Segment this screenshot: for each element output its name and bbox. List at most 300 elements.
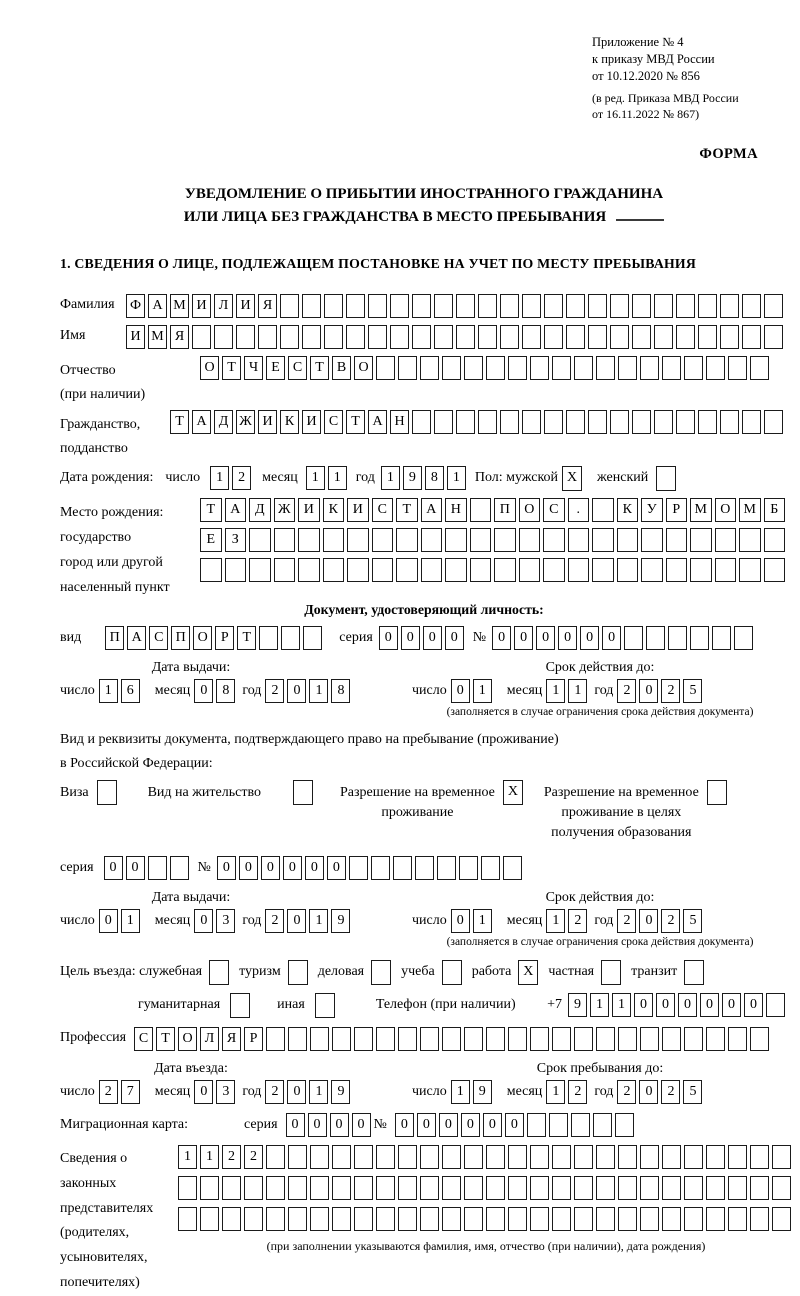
char-cell[interactable] <box>412 410 431 434</box>
char-cell[interactable]: 6 <box>121 679 140 703</box>
char-cell[interactable] <box>596 1145 615 1169</box>
char-cell[interactable]: И <box>192 294 211 318</box>
char-cell[interactable] <box>280 294 299 318</box>
char-cell[interactable] <box>354 1027 373 1051</box>
char-cell[interactable] <box>398 1027 417 1051</box>
char-cell[interactable]: 0 <box>330 1113 349 1137</box>
char-cell[interactable] <box>728 1207 747 1231</box>
char-cell[interactable]: 1 <box>178 1145 197 1169</box>
char-cell[interactable]: 2 <box>265 1080 284 1104</box>
char-cell[interactable] <box>641 528 663 552</box>
char-cell[interactable] <box>315 993 335 1018</box>
char-cell[interactable] <box>508 1145 527 1169</box>
char-cell[interactable] <box>739 528 761 552</box>
char-cell[interactable] <box>772 1176 791 1200</box>
char-cell[interactable] <box>97 780 117 805</box>
char-cell[interactable]: Н <box>390 410 409 434</box>
char-cell[interactable] <box>720 325 739 349</box>
char-cell[interactable] <box>618 1176 637 1200</box>
char-cell[interactable]: 0 <box>286 1113 305 1137</box>
char-cell[interactable] <box>543 528 565 552</box>
char-cell[interactable]: 0 <box>261 856 280 880</box>
char-cell[interactable]: А <box>421 498 443 522</box>
char-cell[interactable] <box>508 356 527 380</box>
char-cell[interactable] <box>544 325 563 349</box>
char-cell[interactable]: 2 <box>568 1080 587 1104</box>
char-cell[interactable] <box>266 1176 285 1200</box>
char-cell[interactable]: 0 <box>308 1113 327 1137</box>
char-cell[interactable]: Е <box>200 528 222 552</box>
char-cell[interactable] <box>698 294 717 318</box>
char-cell[interactable] <box>728 356 747 380</box>
char-cell[interactable] <box>434 325 453 349</box>
char-cell[interactable] <box>728 1027 747 1051</box>
char-cell[interactable] <box>420 1207 439 1231</box>
char-cell[interactable] <box>421 528 443 552</box>
char-cell[interactable]: С <box>543 498 565 522</box>
char-cell[interactable] <box>610 294 629 318</box>
char-cell[interactable]: 0 <box>287 909 306 933</box>
char-cell[interactable] <box>666 558 688 582</box>
char-cell[interactable] <box>274 528 296 552</box>
char-cell[interactable]: 7 <box>121 1080 140 1104</box>
char-cell[interactable]: 0 <box>461 1113 480 1137</box>
char-cell[interactable] <box>530 1145 549 1169</box>
char-cell[interactable]: О <box>178 1027 197 1051</box>
char-cell[interactable]: 1 <box>306 466 325 490</box>
char-cell[interactable] <box>750 356 769 380</box>
char-cell[interactable]: 1 <box>381 466 400 490</box>
char-cell[interactable] <box>662 1145 681 1169</box>
char-cell[interactable]: А <box>225 498 247 522</box>
char-cell[interactable]: 0 <box>439 1113 458 1137</box>
char-cell[interactable]: 8 <box>216 679 235 703</box>
char-cell[interactable] <box>568 558 590 582</box>
char-cell[interactable] <box>596 1176 615 1200</box>
char-cell[interactable] <box>707 780 727 805</box>
char-cell[interactable]: 2 <box>222 1145 241 1169</box>
char-cell[interactable] <box>266 1027 285 1051</box>
char-cell[interactable]: П <box>494 498 516 522</box>
char-cell[interactable] <box>684 1176 703 1200</box>
char-cell[interactable] <box>324 294 343 318</box>
char-cell[interactable] <box>371 960 391 985</box>
char-cell[interactable] <box>209 960 229 985</box>
char-cell[interactable] <box>684 960 704 985</box>
char-cell[interactable] <box>442 1176 461 1200</box>
char-cell[interactable] <box>288 960 308 985</box>
char-cell[interactable] <box>615 1113 634 1137</box>
char-cell[interactable] <box>720 294 739 318</box>
char-cell[interactable] <box>456 410 475 434</box>
char-cell[interactable]: 0 <box>700 993 719 1017</box>
char-cell[interactable] <box>566 410 585 434</box>
char-cell[interactable] <box>668 626 687 650</box>
char-cell[interactable]: 5 <box>683 909 702 933</box>
char-cell[interactable] <box>323 558 345 582</box>
char-cell[interactable] <box>596 356 615 380</box>
char-cell[interactable] <box>266 1145 285 1169</box>
char-cell[interactable] <box>742 325 761 349</box>
char-cell[interactable] <box>684 1145 703 1169</box>
char-cell[interactable]: А <box>192 410 211 434</box>
char-cell[interactable] <box>522 325 541 349</box>
char-cell[interactable] <box>412 325 431 349</box>
char-cell[interactable] <box>530 1027 549 1051</box>
char-cell[interactable] <box>566 294 585 318</box>
char-cell[interactable] <box>593 1113 612 1137</box>
char-cell[interactable] <box>445 558 467 582</box>
char-cell[interactable] <box>376 1145 395 1169</box>
char-cell[interactable]: И <box>347 498 369 522</box>
char-cell[interactable]: Л <box>214 294 233 318</box>
char-cell[interactable]: Т <box>200 498 222 522</box>
char-cell[interactable]: Т <box>156 1027 175 1051</box>
char-cell[interactable]: М <box>690 498 712 522</box>
char-cell[interactable] <box>734 626 753 650</box>
char-cell[interactable]: 0 <box>483 1113 502 1137</box>
char-cell[interactable]: 2 <box>617 909 636 933</box>
char-cell[interactable] <box>706 1176 725 1200</box>
char-cell[interactable]: Т <box>346 410 365 434</box>
char-cell[interactable]: 0 <box>451 909 470 933</box>
char-cell[interactable] <box>225 558 247 582</box>
char-cell[interactable]: Б <box>764 498 786 522</box>
char-cell[interactable]: 0 <box>678 993 697 1017</box>
char-cell[interactable] <box>259 626 278 650</box>
char-cell[interactable] <box>698 410 717 434</box>
char-cell[interactable] <box>662 1027 681 1051</box>
char-cell[interactable]: 1 <box>99 679 118 703</box>
char-cell[interactable] <box>274 558 296 582</box>
char-cell[interactable]: 0 <box>451 679 470 703</box>
char-cell[interactable]: Я <box>258 294 277 318</box>
char-cell[interactable]: . <box>568 498 590 522</box>
char-cell[interactable] <box>592 528 614 552</box>
char-cell[interactable]: Д <box>214 410 233 434</box>
char-cell[interactable]: Р <box>244 1027 263 1051</box>
char-cell[interactable] <box>706 1145 725 1169</box>
char-cell[interactable] <box>421 558 443 582</box>
char-cell[interactable] <box>654 410 673 434</box>
char-cell[interactable]: 8 <box>331 679 350 703</box>
char-cell[interactable]: 0 <box>639 679 658 703</box>
char-cell[interactable]: Д <box>249 498 271 522</box>
char-cell[interactable] <box>728 1145 747 1169</box>
char-cell[interactable] <box>742 410 761 434</box>
char-cell[interactable] <box>610 410 629 434</box>
char-cell[interactable] <box>654 294 673 318</box>
char-cell[interactable]: О <box>519 498 541 522</box>
char-cell[interactable] <box>310 1176 329 1200</box>
char-cell[interactable]: 0 <box>194 679 213 703</box>
char-cell[interactable]: К <box>323 498 345 522</box>
char-cell[interactable] <box>390 325 409 349</box>
char-cell[interactable]: 1 <box>309 909 328 933</box>
char-cell[interactable]: И <box>126 325 145 349</box>
char-cell[interactable] <box>298 558 320 582</box>
char-cell[interactable] <box>503 856 522 880</box>
char-cell[interactable] <box>420 356 439 380</box>
char-cell[interactable]: 1 <box>612 993 631 1017</box>
char-cell[interactable] <box>376 1207 395 1231</box>
char-cell[interactable]: И <box>302 410 321 434</box>
char-cell[interactable] <box>552 356 571 380</box>
char-cell[interactable] <box>750 1145 769 1169</box>
char-cell[interactable] <box>640 1207 659 1231</box>
char-cell[interactable] <box>332 1145 351 1169</box>
char-cell[interactable]: И <box>236 294 255 318</box>
char-cell[interactable] <box>244 1176 263 1200</box>
char-cell[interactable] <box>662 1207 681 1231</box>
char-cell[interactable] <box>459 856 478 880</box>
char-cell[interactable] <box>249 528 271 552</box>
char-cell[interactable]: О <box>193 626 212 650</box>
char-cell[interactable]: 0 <box>580 626 599 650</box>
char-cell[interactable] <box>324 325 343 349</box>
char-cell[interactable] <box>764 325 783 349</box>
char-cell[interactable] <box>544 294 563 318</box>
char-cell[interactable] <box>412 294 431 318</box>
char-cell[interactable]: Т <box>170 410 189 434</box>
char-cell[interactable]: Я <box>222 1027 241 1051</box>
char-cell[interactable] <box>470 528 492 552</box>
char-cell[interactable] <box>281 626 300 650</box>
char-cell[interactable] <box>574 356 593 380</box>
char-cell[interactable] <box>302 325 321 349</box>
char-cell[interactable]: П <box>171 626 190 650</box>
char-cell[interactable] <box>346 294 365 318</box>
char-cell[interactable] <box>376 1027 395 1051</box>
char-cell[interactable] <box>332 1176 351 1200</box>
char-cell[interactable] <box>549 1113 568 1137</box>
char-cell[interactable]: 0 <box>239 856 258 880</box>
char-cell[interactable]: 0 <box>656 993 675 1017</box>
char-cell[interactable] <box>706 356 725 380</box>
char-cell[interactable]: 2 <box>265 679 284 703</box>
char-cell[interactable] <box>750 1207 769 1231</box>
char-cell[interactable] <box>456 325 475 349</box>
char-cell[interactable]: 2 <box>232 466 251 490</box>
char-cell[interactable] <box>690 626 709 650</box>
char-cell[interactable] <box>178 1207 197 1231</box>
char-cell[interactable]: 0 <box>639 1080 658 1104</box>
char-cell[interactable] <box>266 1207 285 1231</box>
char-cell[interactable] <box>772 1145 791 1169</box>
char-cell[interactable] <box>456 294 475 318</box>
char-cell[interactable]: 9 <box>568 993 587 1017</box>
char-cell[interactable] <box>170 856 189 880</box>
char-cell[interactable] <box>571 1113 590 1137</box>
char-cell[interactable] <box>420 1176 439 1200</box>
char-cell[interactable] <box>641 558 663 582</box>
char-cell[interactable] <box>236 325 255 349</box>
char-cell[interactable] <box>288 1176 307 1200</box>
char-cell[interactable] <box>310 1145 329 1169</box>
char-cell[interactable]: 2 <box>661 909 680 933</box>
char-cell[interactable]: 5 <box>683 1080 702 1104</box>
char-cell[interactable] <box>552 1207 571 1231</box>
char-cell[interactable]: О <box>200 356 219 380</box>
char-cell[interactable]: X <box>518 960 538 985</box>
char-cell[interactable] <box>519 558 541 582</box>
char-cell[interactable]: 2 <box>244 1145 263 1169</box>
char-cell[interactable]: Ж <box>274 498 296 522</box>
char-cell[interactable] <box>632 325 651 349</box>
char-cell[interactable]: 0 <box>602 626 621 650</box>
char-cell[interactable] <box>398 1176 417 1200</box>
char-cell[interactable] <box>249 558 271 582</box>
char-cell[interactable]: Т <box>237 626 256 650</box>
char-cell[interactable] <box>354 1176 373 1200</box>
char-cell[interactable] <box>434 294 453 318</box>
char-cell[interactable]: 1 <box>473 679 492 703</box>
char-cell[interactable]: 0 <box>352 1113 371 1137</box>
char-cell[interactable] <box>750 1027 769 1051</box>
char-cell[interactable]: Т <box>310 356 329 380</box>
char-cell[interactable]: 2 <box>617 679 636 703</box>
char-cell[interactable]: 0 <box>283 856 302 880</box>
char-cell[interactable]: С <box>134 1027 153 1051</box>
char-cell[interactable] <box>574 1027 593 1051</box>
char-cell[interactable] <box>368 325 387 349</box>
char-cell[interactable] <box>617 528 639 552</box>
char-cell[interactable] <box>684 1027 703 1051</box>
char-cell[interactable] <box>632 410 651 434</box>
char-cell[interactable] <box>486 1176 505 1200</box>
char-cell[interactable] <box>200 1207 219 1231</box>
char-cell[interactable] <box>464 356 483 380</box>
char-cell[interactable] <box>420 1027 439 1051</box>
char-cell[interactable] <box>500 410 519 434</box>
char-cell[interactable]: Н <box>445 498 467 522</box>
char-cell[interactable] <box>442 1145 461 1169</box>
char-cell[interactable]: Т <box>396 498 418 522</box>
char-cell[interactable] <box>464 1027 483 1051</box>
char-cell[interactable]: 0 <box>194 909 213 933</box>
char-cell[interactable] <box>527 1113 546 1137</box>
char-cell[interactable] <box>530 1176 549 1200</box>
char-cell[interactable]: С <box>372 498 394 522</box>
char-cell[interactable] <box>543 558 565 582</box>
char-cell[interactable]: 9 <box>331 909 350 933</box>
char-cell[interactable] <box>742 294 761 318</box>
char-cell[interactable] <box>200 1176 219 1200</box>
char-cell[interactable]: 0 <box>634 993 653 1017</box>
char-cell[interactable]: Р <box>666 498 688 522</box>
char-cell[interactable] <box>596 1027 615 1051</box>
char-cell[interactable] <box>368 294 387 318</box>
char-cell[interactable] <box>552 1176 571 1200</box>
char-cell[interactable] <box>244 1207 263 1231</box>
char-cell[interactable] <box>676 294 695 318</box>
char-cell[interactable] <box>601 960 621 985</box>
char-cell[interactable]: 0 <box>327 856 346 880</box>
char-cell[interactable]: 0 <box>217 856 236 880</box>
char-cell[interactable] <box>303 626 322 650</box>
char-cell[interactable]: И <box>298 498 320 522</box>
char-cell[interactable]: 3 <box>216 909 235 933</box>
char-cell[interactable]: Ч <box>244 356 263 380</box>
char-cell[interactable] <box>684 356 703 380</box>
char-cell[interactable]: У <box>641 498 663 522</box>
char-cell[interactable] <box>486 1207 505 1231</box>
char-cell[interactable]: В <box>332 356 351 380</box>
char-cell[interactable] <box>288 1027 307 1051</box>
char-cell[interactable]: 0 <box>492 626 511 650</box>
char-cell[interactable] <box>230 993 250 1018</box>
char-cell[interactable]: А <box>368 410 387 434</box>
char-cell[interactable]: Ж <box>236 410 255 434</box>
char-cell[interactable] <box>508 1027 527 1051</box>
char-cell[interactable]: 0 <box>287 1080 306 1104</box>
char-cell[interactable] <box>398 1145 417 1169</box>
char-cell[interactable] <box>464 1207 483 1231</box>
char-cell[interactable] <box>654 325 673 349</box>
char-cell[interactable]: А <box>148 294 167 318</box>
char-cell[interactable] <box>396 558 418 582</box>
char-cell[interactable]: 0 <box>514 626 533 650</box>
char-cell[interactable] <box>500 294 519 318</box>
char-cell[interactable] <box>470 558 492 582</box>
char-cell[interactable]: 1 <box>121 909 140 933</box>
char-cell[interactable] <box>415 856 434 880</box>
char-cell[interactable]: 0 <box>401 626 420 650</box>
char-cell[interactable] <box>764 294 783 318</box>
char-cell[interactable]: Р <box>215 626 234 650</box>
char-cell[interactable] <box>486 1027 505 1051</box>
char-cell[interactable]: 2 <box>617 1080 636 1104</box>
char-cell[interactable]: 0 <box>536 626 555 650</box>
char-cell[interactable] <box>445 528 467 552</box>
char-cell[interactable] <box>354 1145 373 1169</box>
char-cell[interactable] <box>618 1027 637 1051</box>
char-cell[interactable]: 0 <box>194 1080 213 1104</box>
char-cell[interactable]: 1 <box>210 466 229 490</box>
char-cell[interactable]: Е <box>266 356 285 380</box>
char-cell[interactable] <box>298 528 320 552</box>
char-cell[interactable] <box>596 1207 615 1231</box>
char-cell[interactable] <box>592 558 614 582</box>
char-cell[interactable] <box>610 325 629 349</box>
char-cell[interactable] <box>544 410 563 434</box>
char-cell[interactable]: 0 <box>445 626 464 650</box>
char-cell[interactable] <box>200 558 222 582</box>
char-cell[interactable] <box>764 528 786 552</box>
char-cell[interactable]: X <box>562 466 582 491</box>
char-cell[interactable] <box>566 325 585 349</box>
char-cell[interactable] <box>214 325 233 349</box>
char-cell[interactable]: 0 <box>744 993 763 1017</box>
char-cell[interactable] <box>684 1207 703 1231</box>
char-cell[interactable] <box>486 356 505 380</box>
char-cell[interactable]: 1 <box>473 909 492 933</box>
char-cell[interactable] <box>494 528 516 552</box>
char-cell[interactable]: 0 <box>104 856 123 880</box>
char-cell[interactable] <box>766 993 785 1017</box>
char-cell[interactable] <box>618 1145 637 1169</box>
char-cell[interactable] <box>728 1176 747 1200</box>
char-cell[interactable] <box>310 1207 329 1231</box>
char-cell[interactable] <box>280 325 299 349</box>
char-cell[interactable]: 2 <box>265 909 284 933</box>
char-cell[interactable] <box>646 626 665 650</box>
char-cell[interactable] <box>464 1145 483 1169</box>
char-cell[interactable]: П <box>105 626 124 650</box>
char-cell[interactable]: 3 <box>216 1080 235 1104</box>
char-cell[interactable]: 1 <box>447 466 466 490</box>
char-cell[interactable]: А <box>127 626 146 650</box>
